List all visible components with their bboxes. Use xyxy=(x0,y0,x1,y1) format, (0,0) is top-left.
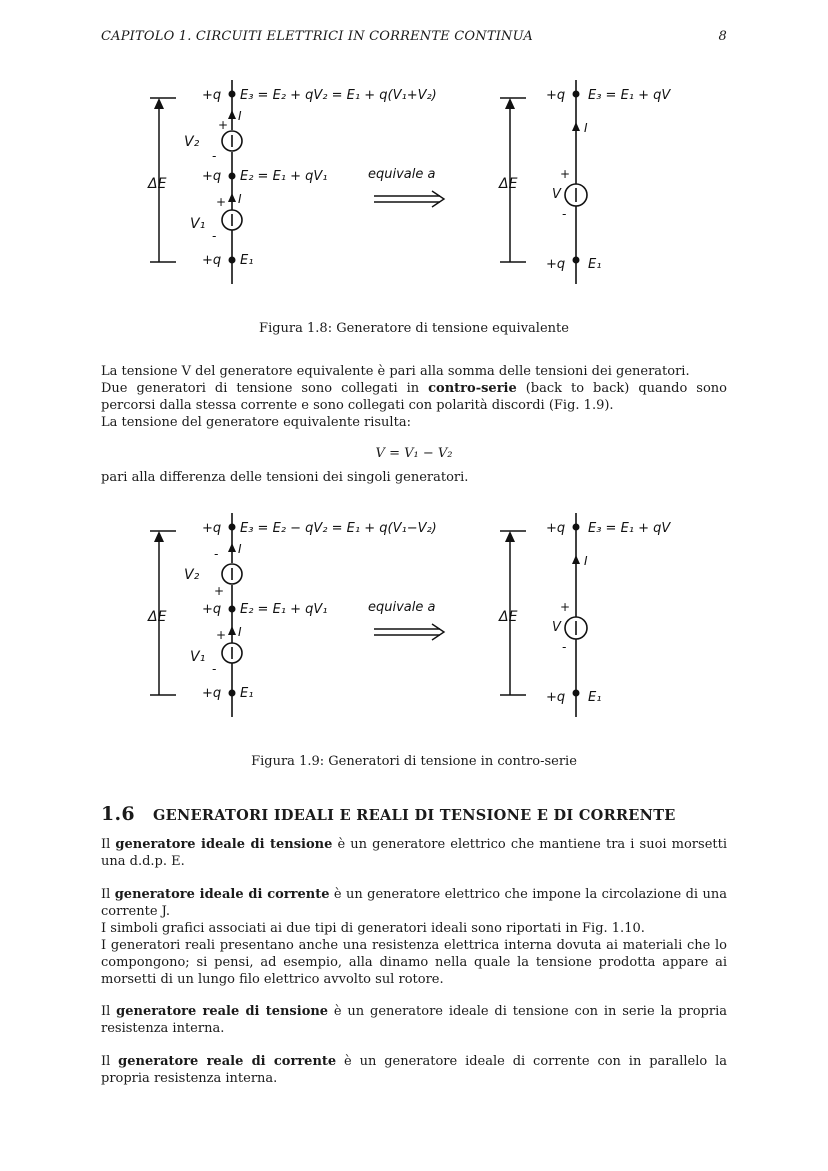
v1-label: V₁ xyxy=(190,649,206,665)
v2-label: V₂ xyxy=(184,567,200,583)
minus-sign: - xyxy=(212,229,217,243)
e1-label: E₁ xyxy=(240,253,254,268)
figure-1-9 xyxy=(140,505,700,730)
plus-sign: + xyxy=(216,628,227,642)
e2-equation-label: E₂ = E₁ + qV₁ xyxy=(240,602,328,617)
paragraph-real-current xyxy=(101,1053,727,1087)
current-label: I xyxy=(238,542,242,556)
minus-sign: - xyxy=(562,207,567,221)
delta-e-label: ΔE xyxy=(148,609,167,625)
text-run: Il xyxy=(101,1054,119,1069)
minus-sign: - xyxy=(212,662,217,676)
chapter-title: CAPITOLO 1. CIRCUITI ELETTRICI IN CORRENTE CONTINUA xyxy=(101,29,533,44)
charge-label: +q xyxy=(202,521,222,536)
e3-equation-label: E₃ = E₂ − qV₂ = E₁ + q(V₁−V₂) xyxy=(240,521,437,536)
v-label: V xyxy=(552,620,561,635)
figure-1-9-drawing xyxy=(140,505,700,730)
text-line: I simboli grafici associati ai due tipi di generatori ideali sono riportati in Fig. 1.10. xyxy=(101,921,645,936)
text-run: Il xyxy=(101,887,115,902)
paragraph-ideal-current xyxy=(101,886,727,920)
charge-label: +q xyxy=(546,88,566,103)
charge-label: +q xyxy=(202,253,222,268)
e1-label: E₁ xyxy=(240,686,254,701)
bold-term: generatore ideale di corrente xyxy=(114,887,330,902)
section-number: 1.6 xyxy=(101,803,135,825)
charge-label: +q xyxy=(202,686,222,701)
text-run: è un generatore ideale di tensione con in serie la propria resistenza interna. xyxy=(101,1004,727,1036)
current-label: I xyxy=(238,625,242,639)
delta-e-label: ΔE xyxy=(499,176,518,192)
charge-label: +q xyxy=(546,257,566,272)
delta-e-label: ΔE xyxy=(148,176,167,192)
plus-sign: + xyxy=(216,195,227,209)
bold-term: contro-serie xyxy=(428,381,517,396)
delta-e-label: ΔE xyxy=(499,609,518,625)
paragraph-ideal-voltage xyxy=(101,836,727,870)
bold-term: generatore reale di tensione xyxy=(116,1004,329,1019)
section-heading xyxy=(101,803,741,825)
plus-sign: + xyxy=(560,600,571,614)
text-line: I generatori reali presentano anche una resistenza elettrica interna dovuta ai materiali che lo compongono; si pensi, ad esempio, alla dinamo nella quale la tensione prodotta appare ai morsetti di un lungo filo elettrico avvolto sul rotore. xyxy=(101,938,727,987)
text-run: Due generatori di tensione sono collegati in xyxy=(101,381,429,396)
text-run: (back to back) quando sono percorsi dalla stessa corrente e sono collegati con polarità discordi (Fig. 1.9). xyxy=(101,381,727,413)
charge-label: +q xyxy=(202,602,222,617)
text-run: Il xyxy=(101,1004,117,1019)
plus-sign: + xyxy=(218,118,229,132)
section-title: GENERATORI IDEALI E REALI DI TENSIONE E DI CORRENTE xyxy=(152,807,676,824)
minus-sign: - xyxy=(214,547,219,561)
v2-label: V₂ xyxy=(184,134,200,150)
e3-equation-label: E₃ = E₁ + qV xyxy=(588,88,671,103)
text-run: è un generatore ideale di corrente con in parallelo la propria resistenza interna. xyxy=(101,1054,727,1086)
v-label: V xyxy=(552,187,561,202)
equivale-label: equivale a xyxy=(368,167,436,182)
charge-label: +q xyxy=(546,690,566,705)
text-run: Il xyxy=(101,837,116,852)
figure-1-8-caption: Figura 1.8: Generatore di tensione equivalente xyxy=(259,321,569,336)
plus-sign: + xyxy=(214,584,225,598)
charge-label: +q xyxy=(546,521,566,536)
running-header xyxy=(101,29,727,44)
paragraph-symbols xyxy=(101,920,727,988)
paragraph-equivalent xyxy=(101,363,727,431)
e1-label: E₁ xyxy=(588,257,602,272)
e1-label: E₁ xyxy=(588,690,602,705)
equation: V = V₁ − V₂ xyxy=(375,446,453,461)
page-number: 8 xyxy=(718,29,727,44)
text-run: è un generatore elettrico che impone la circolazione di una corrente J. xyxy=(101,887,727,919)
figure-1-9-caption: Figura 1.9: Generatori di tensione in contro-serie xyxy=(251,754,577,769)
current-label: I xyxy=(238,192,242,206)
v1-label: V₁ xyxy=(190,216,206,232)
e3-equation-label: E₃ = E₂ + qV₂ = E₁ + q(V₁+V₂) xyxy=(240,88,437,103)
equivale-label: equivale a xyxy=(368,600,436,615)
current-label: I xyxy=(238,109,242,123)
bold-term: generatore reale di corrente xyxy=(118,1054,337,1069)
current-label: I xyxy=(584,121,588,135)
figure-1-8 xyxy=(140,72,700,297)
paragraph-difference: pari alla differenza delle tensioni dei singoli generatori. xyxy=(101,470,469,485)
equivale-arrow xyxy=(374,191,444,207)
text-line xyxy=(101,380,727,414)
e2-equation-label: E₂ = E₁ + qV₁ xyxy=(240,169,328,184)
minus-sign: - xyxy=(562,640,567,654)
e3-equation-label: E₃ = E₁ + qV xyxy=(588,521,671,536)
charge-label: +q xyxy=(202,88,222,103)
equivale-arrow xyxy=(374,624,444,640)
bold-term: generatore ideale di tensione xyxy=(115,837,333,852)
current-label: I xyxy=(584,554,588,568)
minus-sign: - xyxy=(212,149,217,163)
text-line: La tensione del generatore equivalente risulta: xyxy=(101,415,411,430)
plus-sign: + xyxy=(560,167,571,181)
paragraph-real-voltage xyxy=(101,1003,727,1037)
text-line: La tensione V del generatore equivalente è pari alla somma delle tensioni dei generatori. xyxy=(101,364,690,379)
text-run: è un generatore elettrico che mantiene tra i suoi morsetti una d.d.p. E. xyxy=(101,837,727,869)
figure-1-8-drawing xyxy=(140,72,700,297)
charge-label: +q xyxy=(202,169,222,184)
